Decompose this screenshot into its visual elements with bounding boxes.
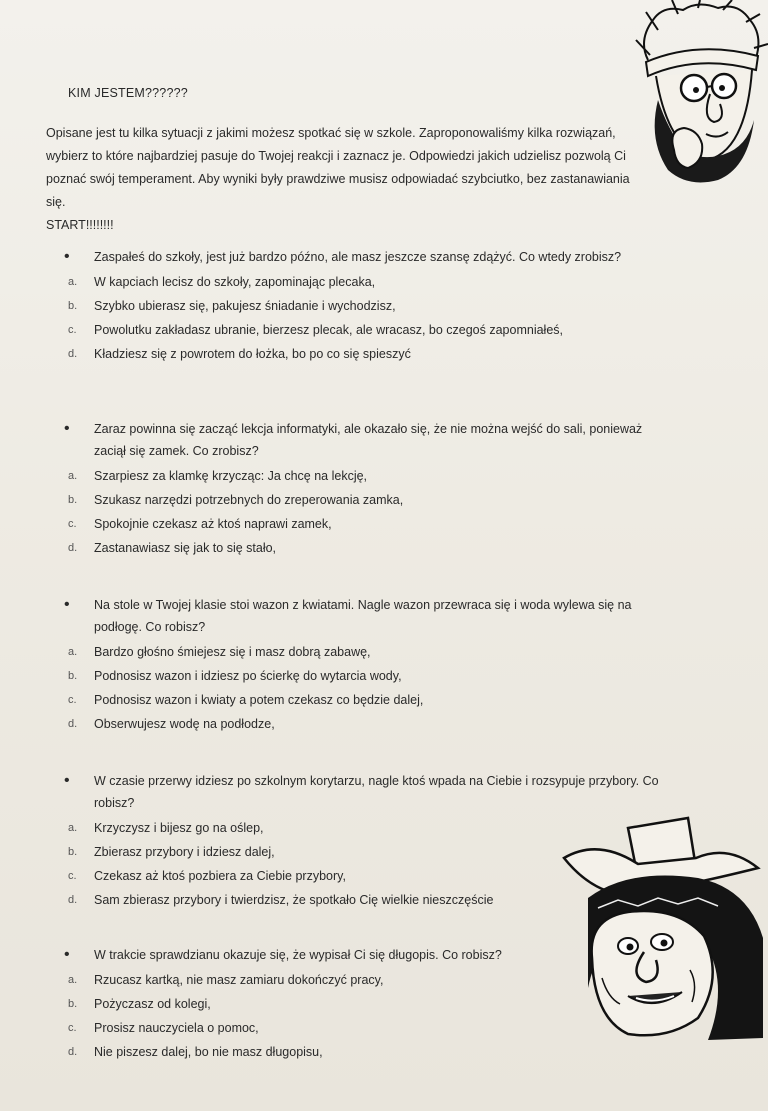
answer-option[interactable] — [68, 640, 664, 664]
question — [64, 246, 664, 268]
option-letter: c. — [68, 518, 77, 530]
option-text: W kapciach lecisz do szkoły, zapominając plecaka, — [94, 275, 376, 289]
option-text: Podnosisz wazon i kwiaty a potem czekasz co będzie dalej, — [94, 693, 424, 707]
answer-options — [68, 640, 664, 736]
intro-paragraph — [46, 122, 631, 237]
option-text: Szybko ubierasz się, pakujesz śniadanie i wychodzisz, — [94, 299, 396, 313]
option-letter: b. — [68, 300, 78, 312]
bullet-icon: • — [64, 772, 70, 789]
start-label: START!!!!!!!! — [46, 218, 114, 232]
question-block — [64, 418, 664, 560]
option-letter: d. — [68, 894, 78, 906]
option-letter: a. — [68, 646, 78, 658]
answer-option[interactable] — [68, 270, 664, 294]
question-text: Na stole w Twojej klasie stoi wazon z kwiatami. Nagle wazon przewraca się i woda wylewa się na podłogę. Co robisz? — [94, 598, 632, 634]
answer-option[interactable] — [68, 688, 664, 712]
answer-option[interactable] — [68, 512, 664, 536]
cartoon-old-woman-icon — [558, 808, 768, 1043]
option-text: Szarpiesz za klamkę krzycząc: Ja chcę na lekcję, — [94, 469, 368, 483]
answer-options — [68, 270, 664, 366]
option-letter: c. — [68, 870, 77, 882]
option-letter: d. — [68, 542, 78, 554]
option-letter: d. — [68, 1046, 78, 1058]
option-text: Spokojnie czekasz aż ktoś naprawi zamek, — [94, 517, 332, 531]
question-block — [64, 594, 664, 736]
answer-option[interactable] — [68, 536, 664, 560]
option-letter: a. — [68, 470, 78, 482]
cartoon-bearded-man-icon — [628, 0, 768, 190]
option-letter: a. — [68, 822, 78, 834]
answer-option[interactable] — [68, 318, 664, 342]
option-text: Bardzo głośno śmiejesz się i masz dobrą zabawę, — [94, 645, 371, 659]
answer-options — [68, 464, 664, 560]
answer-option[interactable] — [68, 464, 664, 488]
option-letter: b. — [68, 670, 78, 682]
question — [64, 418, 664, 462]
answer-option[interactable] — [68, 342, 664, 366]
option-text: Szukasz narzędzi potrzebnych do zreperowania zamka, — [94, 493, 404, 507]
answer-option[interactable] — [68, 664, 664, 688]
question-text: W trakcie sprawdzianu okazuje się, że wypisał Ci się długopis. Co robisz? — [94, 948, 502, 962]
option-text: Prosisz nauczyciela o pomoc, — [94, 1021, 259, 1035]
option-text: Zastanawiasz się jak to się stało, — [94, 541, 277, 555]
option-letter: a. — [68, 276, 78, 288]
option-text: Rzucasz kartką, nie masz zamiaru dokończyć pracy, — [94, 973, 384, 987]
answer-option[interactable] — [68, 488, 664, 512]
bullet-icon: • — [64, 420, 70, 437]
option-text: Powolutku zakładasz ubranie, bierzesz plecak, ale wracasz, bo czegoś zapomniałeś, — [94, 323, 563, 337]
option-letter: c. — [68, 324, 77, 336]
answer-option[interactable] — [68, 294, 664, 318]
answer-option[interactable] — [68, 1040, 664, 1064]
option-letter: b. — [68, 998, 78, 1010]
question-text: Zaraz powinna się zacząć lekcja informatyki, ale okazało się, że nie można wejść do sali, ponieważ zaciął się zamek. Co zrobisz? — [94, 422, 643, 458]
question-text: Zaspałeś do szkoły, jest już bardzo późno, ale masz jeszcze szansę zdążyć. Co wtedy zrobisz? — [94, 250, 622, 264]
page-title: KIM JESTEM?????? — [68, 86, 188, 100]
option-text: Krzyczysz i bijesz go na oślep, — [94, 821, 264, 835]
option-text: Nie piszesz dalej, bo nie masz długopisu, — [94, 1045, 323, 1059]
option-letter: d. — [68, 718, 78, 730]
option-text: Sam zbierasz przybory i twierdzisz, że spotkało Cię wielkie nieszczęście — [94, 893, 494, 907]
question-block — [64, 246, 664, 366]
option-text: Pożyczasz od kolegi, — [94, 997, 211, 1011]
bullet-icon: • — [64, 248, 70, 265]
option-text: Podnosisz wazon i idziesz po ścierkę do wytarcia wody, — [94, 669, 402, 683]
option-text: Obserwujesz wodę na podłodze, — [94, 717, 275, 731]
option-letter: a. — [68, 974, 78, 986]
bullet-icon: • — [64, 946, 70, 963]
answer-option[interactable] — [68, 712, 664, 736]
option-letter: d. — [68, 348, 78, 360]
option-text: Kładziesz się z powrotem do łożka, bo po co się spieszyć — [94, 347, 411, 361]
bullet-icon: • — [64, 596, 70, 613]
option-letter: c. — [68, 694, 77, 706]
option-text: Zbierasz przybory i idziesz dalej, — [94, 845, 275, 859]
intro-text: Opisane jest tu kilka sytuacji z jakimi możesz spotkać się w szkole. Zaproponowaliśmy kilka rozwiązań, wybierz to które najbardziej pasuje do Twojej reakcji i zaznacz je. Odpowiedzi jakich udzielisz pozwolą Ci poznać swój temperament. Aby wyniki były prawdziwe musisz odpowiadać szybciutko, bez zastanawiania się. — [46, 126, 630, 209]
question-text: W czasie przerwy idziesz po szkolnym korytarzu, nagle ktoś wpada na Ciebie i rozsypuje przybory. Co robisz? — [94, 774, 659, 810]
option-letter: b. — [68, 846, 78, 858]
option-text: Czekasz aż ktoś pozbiera za Ciebie przybory, — [94, 869, 346, 883]
option-letter: c. — [68, 1022, 77, 1034]
question — [64, 594, 664, 638]
option-letter: b. — [68, 494, 78, 506]
